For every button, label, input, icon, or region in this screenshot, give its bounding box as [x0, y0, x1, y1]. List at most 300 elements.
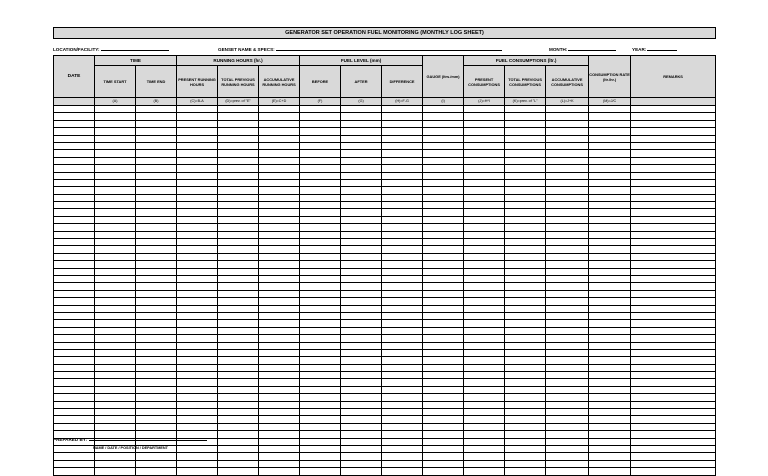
log-cell[interactable] [177, 157, 218, 164]
log-cell[interactable] [464, 120, 505, 127]
log-cell[interactable] [95, 409, 136, 416]
log-cell[interactable] [54, 357, 95, 364]
log-cell[interactable] [423, 431, 464, 438]
log-cell[interactable] [259, 231, 300, 238]
log-cell[interactable] [136, 312, 177, 319]
log-cell[interactable] [136, 401, 177, 408]
log-cell[interactable] [505, 142, 546, 149]
log-cell[interactable] [259, 349, 300, 356]
log-cell[interactable] [177, 165, 218, 172]
log-cell[interactable] [54, 453, 95, 460]
log-cell[interactable] [218, 431, 259, 438]
log-cell[interactable] [589, 224, 631, 231]
log-cell[interactable] [177, 275, 218, 282]
log-cell[interactable] [505, 239, 546, 246]
log-cell[interactable] [95, 142, 136, 149]
log-cell[interactable] [631, 327, 716, 334]
log-cell[interactable] [177, 445, 218, 452]
log-cell[interactable] [505, 312, 546, 319]
log-cell[interactable] [341, 239, 382, 246]
log-cell[interactable] [546, 312, 589, 319]
log-cell[interactable] [505, 364, 546, 371]
log-cell[interactable] [341, 460, 382, 467]
log-cell[interactable] [464, 416, 505, 423]
log-cell[interactable] [54, 379, 95, 386]
log-cell[interactable] [95, 453, 136, 460]
log-cell[interactable] [464, 209, 505, 216]
log-cell[interactable] [95, 172, 136, 179]
log-cell[interactable] [136, 283, 177, 290]
log-cell[interactable] [341, 364, 382, 371]
log-cell[interactable] [505, 290, 546, 297]
log-cell[interactable] [54, 364, 95, 371]
log-cell[interactable] [218, 135, 259, 142]
log-cell[interactable] [589, 460, 631, 467]
log-cell[interactable] [136, 194, 177, 201]
log-cell[interactable] [382, 460, 423, 467]
log-cell[interactable] [177, 372, 218, 379]
log-cell[interactable] [546, 157, 589, 164]
log-cell[interactable] [177, 194, 218, 201]
log-cell[interactable] [341, 268, 382, 275]
log-cell[interactable] [259, 179, 300, 186]
log-cell[interactable] [259, 268, 300, 275]
log-cell[interactable] [95, 216, 136, 223]
log-cell[interactable] [300, 283, 341, 290]
log-cell[interactable] [136, 239, 177, 246]
log-cell[interactable] [505, 246, 546, 253]
log-cell[interactable] [95, 157, 136, 164]
log-cell[interactable] [589, 106, 631, 113]
log-cell[interactable] [54, 445, 95, 452]
log-cell[interactable] [382, 327, 423, 334]
log-cell[interactable] [54, 320, 95, 327]
log-cell[interactable] [177, 268, 218, 275]
log-cell[interactable] [382, 150, 423, 157]
log-cell[interactable] [177, 327, 218, 334]
log-cell[interactable] [54, 386, 95, 393]
log-cell[interactable] [464, 305, 505, 312]
log-cell[interactable] [505, 438, 546, 445]
log-cell[interactable] [505, 342, 546, 349]
log-cell[interactable] [300, 349, 341, 356]
log-cell[interactable] [464, 431, 505, 438]
log-cell[interactable] [423, 372, 464, 379]
log-cell[interactable] [382, 386, 423, 393]
log-cell[interactable] [136, 261, 177, 268]
log-cell[interactable] [464, 379, 505, 386]
log-cell[interactable] [546, 261, 589, 268]
log-cell[interactable] [631, 453, 716, 460]
log-cell[interactable] [259, 209, 300, 216]
log-cell[interactable] [546, 453, 589, 460]
log-cell[interactable] [218, 372, 259, 379]
log-cell[interactable] [382, 157, 423, 164]
log-cell[interactable] [300, 106, 341, 113]
log-cell[interactable] [546, 342, 589, 349]
log-cell[interactable] [341, 253, 382, 260]
log-cell[interactable] [505, 113, 546, 120]
log-cell[interactable] [546, 187, 589, 194]
log-cell[interactable] [259, 165, 300, 172]
log-cell[interactable] [505, 423, 546, 430]
log-cell[interactable] [464, 401, 505, 408]
log-cell[interactable] [631, 468, 716, 475]
log-cell[interactable] [54, 349, 95, 356]
log-cell[interactable] [218, 142, 259, 149]
log-cell[interactable] [589, 113, 631, 120]
log-cell[interactable] [95, 239, 136, 246]
log-cell[interactable] [505, 165, 546, 172]
log-cell[interactable] [423, 468, 464, 475]
log-cell[interactable] [382, 305, 423, 312]
log-cell[interactable] [95, 120, 136, 127]
log-cell[interactable] [300, 157, 341, 164]
log-cell[interactable] [505, 172, 546, 179]
log-cell[interactable] [54, 231, 95, 238]
log-cell[interactable] [136, 179, 177, 186]
log-cell[interactable] [54, 209, 95, 216]
log-cell[interactable] [464, 150, 505, 157]
log-cell[interactable] [546, 179, 589, 186]
log-cell[interactable] [464, 460, 505, 467]
log-cell[interactable] [95, 179, 136, 186]
log-cell[interactable] [423, 386, 464, 393]
log-cell[interactable] [136, 342, 177, 349]
log-cell[interactable] [300, 231, 341, 238]
log-cell[interactable] [136, 372, 177, 379]
log-cell[interactable] [300, 298, 341, 305]
log-cell[interactable] [631, 246, 716, 253]
log-cell[interactable] [341, 327, 382, 334]
log-cell[interactable] [218, 423, 259, 430]
log-cell[interactable] [177, 179, 218, 186]
log-cell[interactable] [631, 135, 716, 142]
log-cell[interactable] [177, 224, 218, 231]
log-cell[interactable] [177, 320, 218, 327]
log-cell[interactable] [259, 224, 300, 231]
log-cell[interactable] [218, 305, 259, 312]
log-cell[interactable] [631, 268, 716, 275]
log-cell[interactable] [341, 290, 382, 297]
log-cell[interactable] [546, 386, 589, 393]
log-cell[interactable] [341, 231, 382, 238]
log-cell[interactable] [505, 298, 546, 305]
log-cell[interactable] [300, 202, 341, 209]
log-cell[interactable] [259, 290, 300, 297]
log-cell[interactable] [218, 409, 259, 416]
log-cell[interactable] [218, 401, 259, 408]
log-cell[interactable] [218, 394, 259, 401]
log-cell[interactable] [464, 342, 505, 349]
log-cell[interactable] [423, 320, 464, 327]
log-cell[interactable] [631, 209, 716, 216]
log-cell[interactable] [382, 231, 423, 238]
log-cell[interactable] [505, 261, 546, 268]
log-cell[interactable] [177, 283, 218, 290]
log-cell[interactable] [300, 253, 341, 260]
log-cell[interactable] [136, 216, 177, 223]
log-cell[interactable] [589, 290, 631, 297]
log-cell[interactable] [546, 349, 589, 356]
log-cell[interactable] [546, 401, 589, 408]
log-cell[interactable] [341, 113, 382, 120]
log-cell[interactable] [505, 202, 546, 209]
log-cell[interactable] [341, 394, 382, 401]
log-cell[interactable] [546, 416, 589, 423]
log-cell[interactable] [136, 416, 177, 423]
log-cell[interactable] [505, 150, 546, 157]
log-cell[interactable] [423, 401, 464, 408]
log-cell[interactable] [95, 305, 136, 312]
log-cell[interactable] [505, 357, 546, 364]
log-cell[interactable] [423, 157, 464, 164]
log-cell[interactable] [136, 172, 177, 179]
log-cell[interactable] [505, 409, 546, 416]
log-cell[interactable] [423, 312, 464, 319]
log-cell[interactable] [95, 357, 136, 364]
log-cell[interactable] [218, 275, 259, 282]
log-cell[interactable] [505, 231, 546, 238]
log-cell[interactable] [136, 386, 177, 393]
log-cell[interactable] [546, 423, 589, 430]
log-cell[interactable] [54, 157, 95, 164]
log-cell[interactable] [95, 379, 136, 386]
log-cell[interactable] [177, 261, 218, 268]
log-cell[interactable] [464, 268, 505, 275]
log-cell[interactable] [631, 372, 716, 379]
log-cell[interactable] [300, 187, 341, 194]
log-cell[interactable] [423, 416, 464, 423]
log-cell[interactable] [631, 239, 716, 246]
log-cell[interactable] [300, 372, 341, 379]
log-cell[interactable] [218, 349, 259, 356]
log-cell[interactable] [95, 224, 136, 231]
log-cell[interactable] [382, 431, 423, 438]
log-cell[interactable] [259, 283, 300, 290]
log-cell[interactable] [382, 113, 423, 120]
log-cell[interactable] [505, 283, 546, 290]
log-cell[interactable] [341, 342, 382, 349]
log-cell[interactable] [300, 305, 341, 312]
log-cell[interactable] [218, 357, 259, 364]
log-cell[interactable] [423, 231, 464, 238]
log-cell[interactable] [382, 128, 423, 135]
log-cell[interactable] [546, 268, 589, 275]
log-cell[interactable] [95, 165, 136, 172]
log-cell[interactable] [546, 364, 589, 371]
log-cell[interactable] [464, 357, 505, 364]
log-cell[interactable] [423, 150, 464, 157]
log-cell[interactable] [423, 342, 464, 349]
log-cell[interactable] [54, 216, 95, 223]
log-cell[interactable] [218, 106, 259, 113]
log-cell[interactable] [259, 187, 300, 194]
log-cell[interactable] [259, 416, 300, 423]
log-cell[interactable] [300, 453, 341, 460]
log-cell[interactable] [300, 216, 341, 223]
log-cell[interactable] [177, 386, 218, 393]
log-cell[interactable] [218, 445, 259, 452]
log-cell[interactable] [300, 416, 341, 423]
log-cell[interactable] [136, 224, 177, 231]
log-cell[interactable] [464, 335, 505, 342]
log-cell[interactable] [259, 150, 300, 157]
log-cell[interactable] [505, 187, 546, 194]
log-cell[interactable] [464, 320, 505, 327]
log-cell[interactable] [423, 364, 464, 371]
log-cell[interactable] [341, 142, 382, 149]
log-cell[interactable] [589, 357, 631, 364]
log-cell[interactable] [423, 113, 464, 120]
log-cell[interactable] [95, 290, 136, 297]
log-cell[interactable] [423, 165, 464, 172]
log-cell[interactable] [589, 128, 631, 135]
log-cell[interactable] [177, 142, 218, 149]
log-cell[interactable] [589, 142, 631, 149]
log-cell[interactable] [546, 283, 589, 290]
log-cell[interactable] [505, 460, 546, 467]
log-cell[interactable] [218, 327, 259, 334]
log-cell[interactable] [136, 305, 177, 312]
log-cell[interactable] [218, 453, 259, 460]
log-cell[interactable] [423, 120, 464, 127]
log-cell[interactable] [259, 202, 300, 209]
log-cell[interactable] [589, 445, 631, 452]
log-cell[interactable] [589, 268, 631, 275]
log-cell[interactable] [382, 379, 423, 386]
log-cell[interactable] [177, 106, 218, 113]
log-cell[interactable] [464, 165, 505, 172]
log-cell[interactable] [177, 342, 218, 349]
log-cell[interactable] [341, 379, 382, 386]
log-cell[interactable] [546, 135, 589, 142]
log-cell[interactable] [382, 401, 423, 408]
log-cell[interactable] [589, 401, 631, 408]
log-cell[interactable] [259, 157, 300, 164]
log-cell[interactable] [505, 320, 546, 327]
log-cell[interactable] [300, 290, 341, 297]
log-cell[interactable] [464, 283, 505, 290]
log-cell[interactable] [218, 386, 259, 393]
log-cell[interactable] [54, 409, 95, 416]
log-cell[interactable] [589, 453, 631, 460]
log-cell[interactable] [300, 431, 341, 438]
log-cell[interactable] [177, 290, 218, 297]
location-field[interactable] [53, 46, 169, 52]
log-cell[interactable] [341, 157, 382, 164]
log-cell[interactable] [95, 460, 136, 467]
log-cell[interactable] [218, 298, 259, 305]
log-cell[interactable] [300, 194, 341, 201]
log-cell[interactable] [423, 261, 464, 268]
log-cell[interactable] [631, 275, 716, 282]
log-cell[interactable] [382, 224, 423, 231]
log-cell[interactable] [505, 386, 546, 393]
log-cell[interactable] [177, 312, 218, 319]
log-cell[interactable] [259, 342, 300, 349]
log-cell[interactable] [341, 357, 382, 364]
log-cell[interactable] [589, 305, 631, 312]
log-cell[interactable] [423, 357, 464, 364]
log-cell[interactable] [95, 150, 136, 157]
log-cell[interactable] [631, 401, 716, 408]
log-cell[interactable] [177, 172, 218, 179]
log-cell[interactable] [177, 409, 218, 416]
log-cell[interactable] [259, 275, 300, 282]
log-cell[interactable] [505, 216, 546, 223]
log-cell[interactable] [341, 202, 382, 209]
log-cell[interactable] [177, 239, 218, 246]
log-cell[interactable] [218, 283, 259, 290]
log-cell[interactable] [382, 372, 423, 379]
log-cell[interactable] [631, 120, 716, 127]
log-cell[interactable] [631, 224, 716, 231]
log-cell[interactable] [54, 179, 95, 186]
log-cell[interactable] [136, 187, 177, 194]
log-cell[interactable] [300, 165, 341, 172]
log-cell[interactable] [177, 187, 218, 194]
log-cell[interactable] [631, 445, 716, 452]
log-cell[interactable] [464, 409, 505, 416]
log-cell[interactable] [464, 187, 505, 194]
log-cell[interactable] [546, 379, 589, 386]
log-cell[interactable] [464, 386, 505, 393]
log-cell[interactable] [341, 298, 382, 305]
log-cell[interactable] [54, 239, 95, 246]
log-cell[interactable] [382, 106, 423, 113]
log-cell[interactable] [54, 268, 95, 275]
log-cell[interactable] [259, 246, 300, 253]
log-cell[interactable] [54, 342, 95, 349]
log-cell[interactable] [464, 128, 505, 135]
log-cell[interactable] [177, 423, 218, 430]
log-cell[interactable] [382, 394, 423, 401]
log-cell[interactable] [423, 202, 464, 209]
log-cell[interactable] [54, 468, 95, 475]
log-cell[interactable] [546, 106, 589, 113]
log-cell[interactable] [546, 224, 589, 231]
log-cell[interactable] [464, 394, 505, 401]
log-cell[interactable] [546, 460, 589, 467]
log-cell[interactable] [589, 165, 631, 172]
log-cell[interactable] [218, 224, 259, 231]
log-cell[interactable] [464, 179, 505, 186]
log-cell[interactable] [546, 209, 589, 216]
log-cell[interactable] [546, 394, 589, 401]
log-cell[interactable] [589, 261, 631, 268]
log-cell[interactable] [589, 172, 631, 179]
log-cell[interactable] [505, 106, 546, 113]
log-cell[interactable] [300, 445, 341, 452]
log-cell[interactable] [382, 290, 423, 297]
log-cell[interactable] [423, 179, 464, 186]
log-cell[interactable] [136, 231, 177, 238]
log-cell[interactable] [300, 128, 341, 135]
log-cell[interactable] [546, 290, 589, 297]
log-cell[interactable] [423, 423, 464, 430]
log-cell[interactable] [589, 194, 631, 201]
log-cell[interactable] [54, 253, 95, 260]
log-cell[interactable] [218, 268, 259, 275]
log-cell[interactable] [382, 216, 423, 223]
log-cell[interactable] [631, 305, 716, 312]
log-cell[interactable] [423, 268, 464, 275]
log-cell[interactable] [589, 246, 631, 253]
log-cell[interactable] [259, 394, 300, 401]
log-cell[interactable] [300, 239, 341, 246]
log-cell[interactable] [464, 290, 505, 297]
